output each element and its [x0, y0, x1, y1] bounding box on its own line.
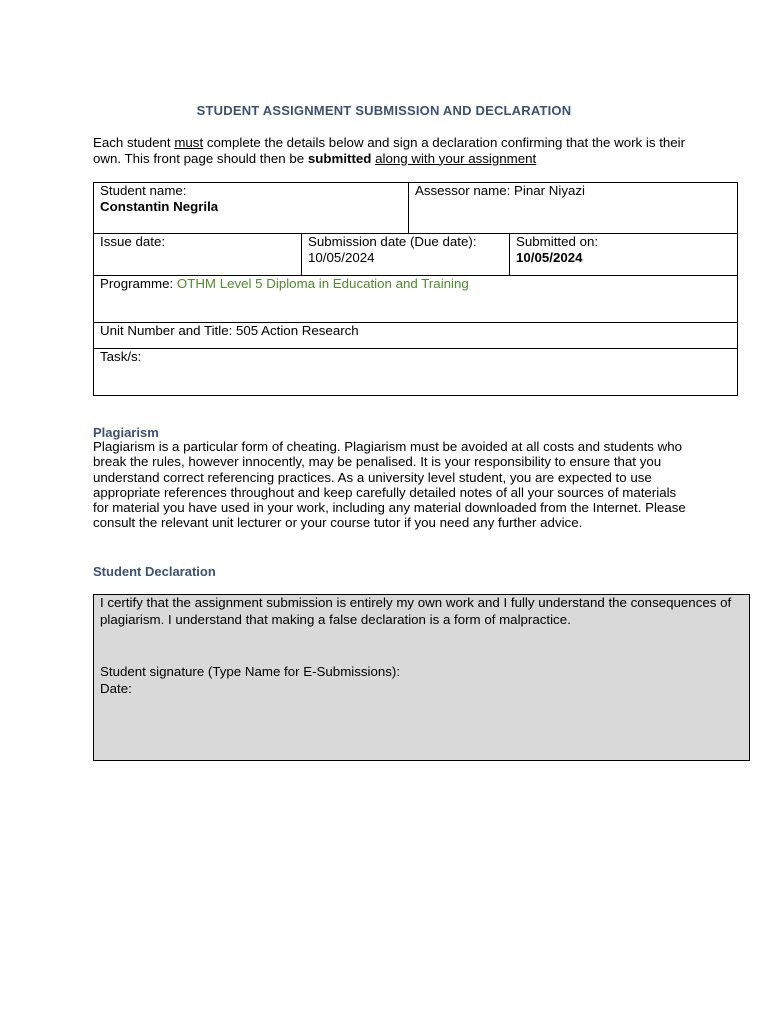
submission-date-label: Submission date (Due date):: [308, 234, 477, 249]
intro-paragraph: [93, 135, 693, 166]
programme-label: Programme:: [100, 276, 177, 291]
submission-date-cell: [302, 234, 510, 276]
tasks-label: Task/s:: [100, 349, 142, 364]
unit-cell: [94, 323, 738, 349]
intro-submitted: submitted: [307, 150, 372, 166]
programme-value: OTHM Level 5 Diploma in Education and Training: [176, 276, 469, 291]
student-name-label: Student name:: [100, 183, 187, 198]
table-row: [94, 349, 738, 396]
submission-date-value: 10/05/2024: [308, 250, 375, 265]
signature-label[interactable]: Student signature (Type Name for E-Submissions):: [100, 664, 401, 679]
issue-date-cell: [94, 234, 302, 276]
details-table: [93, 182, 738, 396]
table-row: [94, 323, 738, 349]
intro-must: must: [174, 135, 204, 150]
plagiarism-heading: Plagiarism: [93, 425, 159, 440]
table-row: [94, 276, 738, 323]
student-name-value: Constantin Negrila: [100, 199, 219, 214]
student-name-cell: [94, 183, 409, 234]
submitted-on-cell: [510, 234, 738, 276]
table-row: [94, 183, 738, 234]
submitted-on-label: Submitted on:: [516, 234, 599, 249]
programme-cell: [94, 276, 738, 323]
plagiarism-paragraph: Plagiarism is a particular form of cheating. Plagiarism must be avoided at all costs and students who break the rules, however innocently, may be penalised. It is your responsibility to ensure that you understand correct referencing practices. As a university level student, you are expected to use appropriate references throughout and keep carefully detailed notes of all your sources of materials for material you have used in your work, including any material downloaded from the Internet. Please consult the relevant unit lecturer or your course tutor if you need any further advice.: [93, 439, 686, 531]
declaration-statement: I certify that the assignment submission is entirely my own work and I fully understand the consequences of plagiarism. I understand that making a false declaration is a form of malpractice.: [100, 595, 732, 627]
intro-along: along with your assignment: [375, 150, 537, 166]
document-title: STUDENT ASSIGNMENT SUBMISSION AND DECLARATION: [196, 103, 572, 118]
table-row: [94, 234, 738, 276]
submitted-on-value: 10/05/2024: [516, 250, 583, 265]
unit-label: Unit Number and Title: 505 Action Research: [100, 323, 359, 338]
intro-text-2: complete the details below and sign a declaration confirming that the work is their own. This front page should then be: [93, 135, 686, 166]
assessor-name-cell: [409, 183, 738, 234]
declaration-heading: Student Declaration: [93, 564, 216, 579]
date-label[interactable]: Date:: [100, 680, 132, 696]
issue-date-label: Issue date:: [100, 234, 166, 249]
intro-text-1: Each student: [93, 135, 175, 150]
declaration-box: [93, 594, 750, 761]
tasks-cell: [94, 349, 738, 396]
assessor-name-label: Assessor name: Pinar Niyazi: [415, 183, 585, 198]
